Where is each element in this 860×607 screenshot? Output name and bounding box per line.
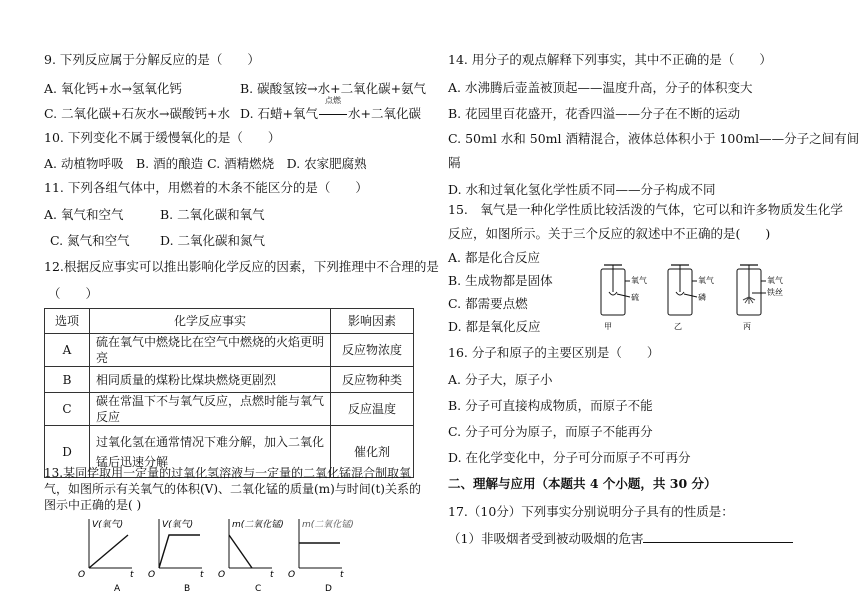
row-factor: 催化剂	[331, 426, 414, 478]
table-header-row	[45, 309, 414, 334]
q9-d-reactants: D. 石蜡+氧气	[240, 106, 318, 121]
graph-b-ylabel: V(氧气)	[162, 520, 194, 530]
t-axis-label: t	[340, 570, 344, 580]
row-factor: 反应温度	[331, 393, 414, 426]
origin-label: O	[148, 570, 156, 580]
q13-stem-1: 13.某同学取用一定量的过氧化氢溶液与一定量的二氧化锰混合制取氧	[44, 466, 412, 480]
q16-option-b: B. 分子可直接构成物质，而原子不能	[448, 398, 653, 413]
q13-stem-3: 图示中正确的是( )	[44, 498, 142, 512]
header-fact: 化学反应事实	[90, 309, 331, 334]
bottle-gas-label: 氧气	[698, 276, 714, 285]
origin-label: O	[218, 570, 226, 580]
q15-option-d: D. 都是氧化反应	[448, 319, 541, 334]
q14-option-c-line2: 隔	[448, 155, 461, 170]
q14-option-c-line1: C. 50ml 水和 50ml 酒精混合，液体总体积小于 100ml——分子之间有间	[448, 131, 860, 146]
q9-option-b: B. 碳酸氢铵→水+二氧化碳+氨气	[240, 81, 427, 96]
q17-part-1-text: （1）非吸烟者受到被动吸烟的危害	[448, 531, 644, 546]
bottle-substance-label: 磷	[698, 293, 706, 302]
row-fact: 碳在常温下不与氧气反应，点燃时能与氧气反应	[90, 393, 331, 426]
q15-option-b: B. 生成物都是固体	[448, 273, 553, 288]
graph-a-ylabel: V(氧气)	[92, 520, 124, 530]
bottle-substance-label: 硫	[631, 293, 639, 302]
t-axis-label: t	[200, 570, 204, 580]
bottle-bing	[737, 265, 783, 331]
answer-blank[interactable]	[643, 530, 793, 543]
table-row	[45, 367, 414, 393]
q9-stem: 9. 下列反应属于分解反应的是（ ）	[44, 52, 260, 67]
q14-option-b: B. 花园里百花盛开，花香四溢——分子在不断的运动	[448, 106, 741, 121]
reaction-condition: 点燃	[325, 96, 341, 105]
q17-stem: 17.（10分）下列事实分别说明分子具有的性质是：	[448, 504, 734, 519]
q9-option-a: A. 氧化钙+水→氢氧化钙	[44, 81, 182, 96]
q14-option-d: D. 水和过氧化氢化学性质不同——分子构成不同	[448, 182, 716, 197]
q15-bottles-figure	[596, 257, 806, 335]
graph-letter: D	[325, 584, 332, 593]
bottle-name: 乙	[674, 322, 682, 331]
q11-option-c: C. 氮气和空气	[50, 233, 130, 248]
origin-label: O	[288, 570, 296, 580]
q15-option-c: C. 都需要点燃	[448, 296, 528, 311]
bottle-gas-label: 氧气	[631, 276, 647, 285]
q15-stem-1: 15. 氧气是一种化学性质比较活泼的气体，它可以和许多物质发生化学	[448, 202, 843, 217]
q9-option-c: C. 二氧化碳+石灰水→碳酸钙+水	[44, 106, 230, 121]
graph-b	[148, 519, 204, 593]
bottle-jia	[601, 265, 647, 331]
q16-option-c: C. 分子可分为原子，而原子不能再分	[448, 424, 653, 439]
q11-option-a: A. 氧气和空气	[44, 207, 124, 222]
q13-stem-2: 气，如图所示有关氧气的体积(V)、二氧化锰的质量(m)与时间(t)关系的	[44, 482, 421, 496]
q12-stem: 12.根据反应事实可以推出影响化学反应的因素，下列推理中不合理的是	[44, 259, 439, 274]
table-row	[45, 334, 414, 367]
row-option: D	[45, 426, 90, 478]
q15-stem-2: 反应，如图所示。关于三个反应的叙述中不正确的是( )	[448, 226, 771, 241]
q11-option-d: D. 二氧化碳和氮气	[160, 233, 266, 248]
q16-option-a: A. 分子大，原子小	[448, 372, 553, 387]
row-option: A	[45, 334, 90, 367]
row-fact: 相同质量的煤粉比煤块燃烧更剧烈	[90, 367, 331, 393]
row-factor: 反应物浓度	[331, 334, 414, 367]
origin-label: O	[78, 570, 86, 580]
bottle-gas-label: 氧气	[767, 276, 783, 285]
q10-stem: 10. 下列变化不属于缓慢氧化的是（ ）	[44, 130, 281, 145]
bottle-yi	[668, 265, 714, 331]
q11-stem: 11. 下列各组气体中，用燃着的木条不能区分的是（ ）	[44, 180, 368, 195]
t-axis-label: t	[130, 570, 134, 580]
q14-stem: 14. 用分子的观点解释下列事实，其中不正确的是（ ）	[448, 52, 772, 67]
q14-option-a: A. 水沸腾后壶盖被顶起——温度升高，分子的体积变大	[448, 80, 753, 95]
row-factor: 反应物种类	[331, 367, 414, 393]
section-2-heading: 二、理解与应用（本题共 4 个小题，共 30 分）	[448, 476, 717, 491]
row-option: C	[45, 393, 90, 426]
q12-stem-paren: （ ）	[48, 286, 99, 301]
t-axis-label: t	[270, 570, 274, 580]
bottle-name: 丙	[743, 322, 751, 331]
row-fact: 过氧化氢在通常情况下难分解，加入二氧化锰后迅速分解	[90, 426, 331, 478]
header-factor: 影响因素	[331, 309, 414, 334]
graph-letter: A	[114, 584, 121, 593]
graph-d-ylabel: m(二氧化锰)	[302, 520, 354, 530]
row-fact: 硫在氧气中燃烧比在空气中燃烧的火焰更明亮	[90, 334, 331, 367]
q16-stem: 16. 分子和原子的主要区别是（ ）	[448, 345, 660, 360]
reaction-arrow	[318, 96, 348, 122]
q15-option-a: A. 都是化合反应	[448, 250, 540, 265]
q13-graphs	[74, 513, 374, 593]
q16-option-d: D. 在化学变化中，分子可分而原子不可再分	[448, 450, 691, 465]
graph-a	[78, 519, 134, 593]
bottle-name: 甲	[604, 322, 612, 331]
q9-d-products: 水+二氧化碳	[348, 106, 421, 121]
q17-part-1	[448, 530, 793, 547]
graph-c-ylabel: m(二氧化锰)	[232, 520, 284, 530]
row-option: B	[45, 367, 90, 393]
graph-c	[218, 519, 284, 593]
bottle-substance-label: 铁丝	[767, 288, 783, 297]
q10-options: A. 动植物呼吸 B. 酒的酿造 C. 酒精燃烧 D. 农家肥腐熟	[44, 156, 367, 171]
graph-letter: C	[255, 584, 262, 593]
q12-table	[44, 308, 414, 478]
q9-option-d	[240, 96, 421, 122]
q11-option-b: B. 二氧化碳和氧气	[160, 207, 265, 222]
graph-d	[288, 519, 354, 593]
header-option: 选项	[45, 309, 90, 334]
table-row	[45, 393, 414, 426]
graph-letter: B	[184, 584, 191, 593]
